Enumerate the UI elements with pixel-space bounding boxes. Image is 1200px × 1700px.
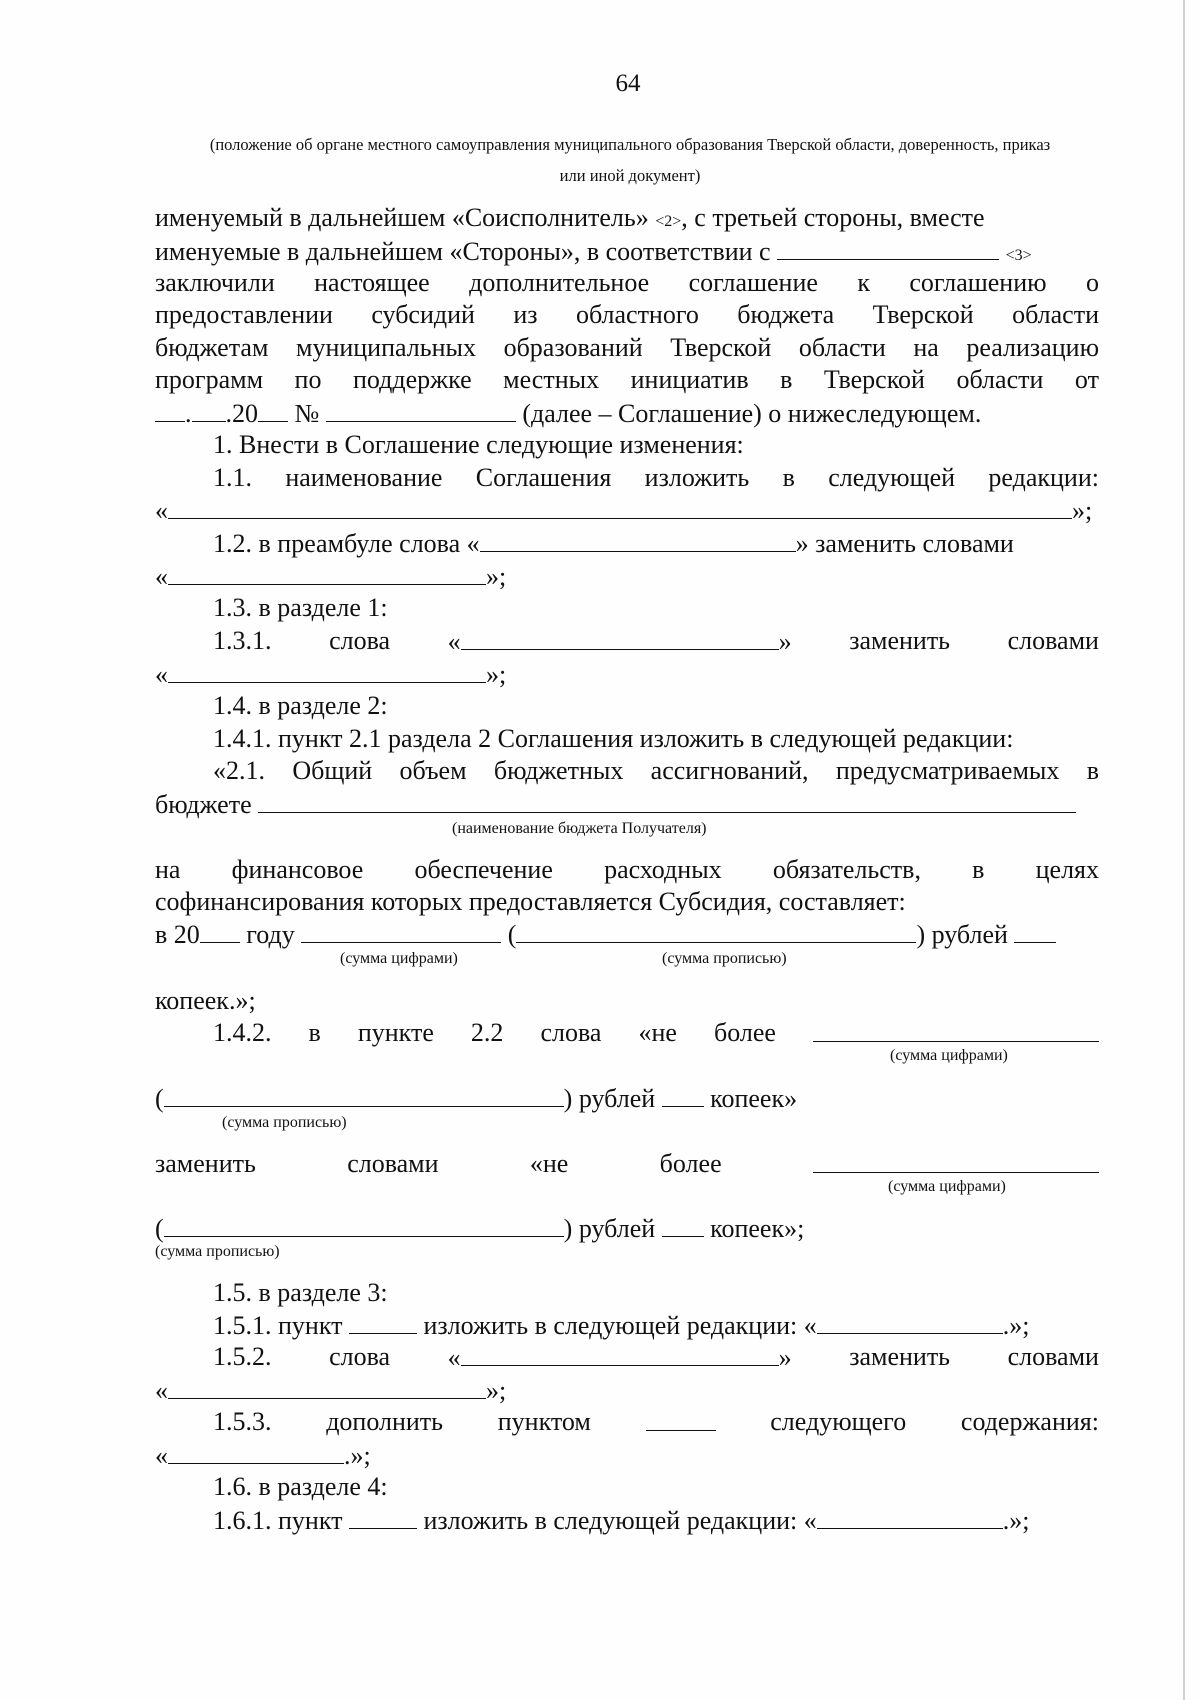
- blank-field: [461, 1341, 779, 1366]
- blank-field: [817, 1504, 1003, 1529]
- body-line: « »;: [155, 660, 507, 689]
- body-line: ( ) рублей копеек»: [155, 1084, 798, 1113]
- body-line: в 20 году ( ) рублей: [155, 918, 1099, 951]
- clause-1-5-2: 1.5.2. слова « » заменить словами: [213, 1342, 1099, 1372]
- clause-1-3: 1.3. в разделе 1:: [213, 593, 388, 622]
- blank-field: [349, 1504, 417, 1529]
- blank-field: [301, 918, 501, 943]
- field-caption: (наименование бюджета Получателя): [452, 820, 707, 837]
- body-line: бюджете: [155, 788, 1099, 821]
- field-caption: (сумма прописью): [662, 950, 787, 967]
- blank-field: [164, 1212, 564, 1237]
- body-line: « »;: [155, 562, 507, 591]
- blank-field: [813, 1017, 1099, 1042]
- blank-field: [777, 235, 999, 260]
- blank-field: [192, 397, 226, 422]
- body-line: ( ) рублей копеек»;: [155, 1214, 805, 1243]
- blank-field: [662, 1212, 704, 1237]
- body-line: именуемый в дальнейшем «Соисполнитель» <2>, с третьей стороны, вместе: [155, 203, 985, 232]
- body-line: « »;: [155, 496, 1093, 525]
- clause-1-4-2: 1.4.2. в пункте 2.2 слова «не более: [213, 1017, 1099, 1049]
- body-line: « »;: [155, 1376, 507, 1405]
- blank-field: [516, 918, 916, 943]
- clause-1-6: 1.6. в разделе 4:: [213, 1472, 388, 1501]
- blank-field: [662, 1082, 704, 1107]
- clause-1-3-1: 1.3.1. слова « » заменить словами: [213, 626, 1099, 656]
- footnote-ref: <2>: [655, 213, 682, 230]
- body-line: софинансирования которых предоставляется Субсидия, составляет:: [155, 887, 906, 916]
- blank-field: [155, 397, 185, 422]
- scan-edge: [1183, 0, 1185, 1700]
- clause-1-1: 1.1. наименование Соглашения изложить в следующей редакции:: [213, 463, 1099, 492]
- page-number: 64: [615, 70, 641, 97]
- blank-field: [646, 1406, 716, 1431]
- blank-field: [349, 1309, 417, 1334]
- blank-field: [200, 918, 240, 943]
- blank-field: [480, 527, 796, 552]
- blank-field: [168, 1374, 486, 1399]
- header-note-cont: или иной документ): [559, 166, 701, 185]
- field-caption: (сумма цифрами): [888, 1178, 1006, 1195]
- footnote-ref: <3>: [1005, 247, 1032, 264]
- clause-1-2: 1.2. в преамбуле слова « » заменить словами: [213, 529, 1014, 558]
- blank-field: [168, 1439, 344, 1464]
- clause-1-4: 1.4. в разделе 2:: [213, 691, 388, 720]
- body-line: предоставлении субсидий из областного бюджета Тверской области: [155, 300, 1099, 329]
- clause-1-4-1: 1.4.1. пункт 2.1 раздела 2 Соглашения изложить в следующей редакции:: [213, 724, 1014, 753]
- blank-field: [817, 1309, 1003, 1334]
- blank-field: [813, 1148, 1099, 1173]
- body-line: заменить словами «не более: [155, 1148, 1099, 1180]
- blank-field: [168, 560, 486, 585]
- body-line: бюджетам муниципальных образований Тверской области на реализацию: [155, 333, 1099, 362]
- clause-1: 1. Внести в Соглашение следующие изменения:: [213, 430, 744, 459]
- body-line: « .»;: [155, 1441, 371, 1470]
- clause-2-1: «2.1. Общий объем бюджетных ассигнований, предусматриваемых в: [213, 756, 1099, 785]
- field-caption: (сумма цифрами): [340, 950, 458, 967]
- body-line: . .20 № (далее – Соглашение) о нижеследующем.: [155, 397, 1099, 430]
- body-line: именуемые в дальнейшем «Стороны», в соответствии с <3>: [155, 237, 1032, 266]
- field-caption: (сумма прописью): [222, 1114, 347, 1131]
- clause-1-6-1: 1.6.1. пункт изложить в следующей редакции: « .»;: [213, 1506, 1030, 1535]
- body-line: программ по поддержке местных инициатив в Тверской области от: [155, 365, 1099, 394]
- blank-field: [461, 625, 779, 650]
- body-line: копеек.»;: [155, 986, 256, 1015]
- clause-1-5: 1.5. в разделе 3:: [213, 1278, 388, 1307]
- clause-1-5-3: 1.5.3. дополнить пунктом следующего содержания:: [213, 1407, 1099, 1436]
- body-line: заключили настоящее дополнительное соглашение к соглашению о: [155, 268, 1099, 297]
- blank-field: [168, 658, 486, 683]
- blank-field: [1014, 918, 1056, 943]
- blank-field: [168, 494, 1072, 519]
- blank-field: [164, 1082, 564, 1107]
- field-caption: (сумма цифрами): [890, 1047, 1008, 1064]
- header-note: (положение об органе местного самоуправления муниципального образования Тверской области, доверенность, приказ: [209, 135, 1051, 154]
- blank-field: [258, 788, 1076, 813]
- field-caption: (сумма прописью): [155, 1243, 280, 1260]
- clause-1-5-1: 1.5.1. пункт изложить в следующей редакции: « .»;: [213, 1311, 1030, 1340]
- blank-field: [326, 397, 516, 422]
- body-line: на финансовое обеспечение расходных обязательств, в целях: [155, 855, 1099, 884]
- blank-field: [258, 397, 288, 422]
